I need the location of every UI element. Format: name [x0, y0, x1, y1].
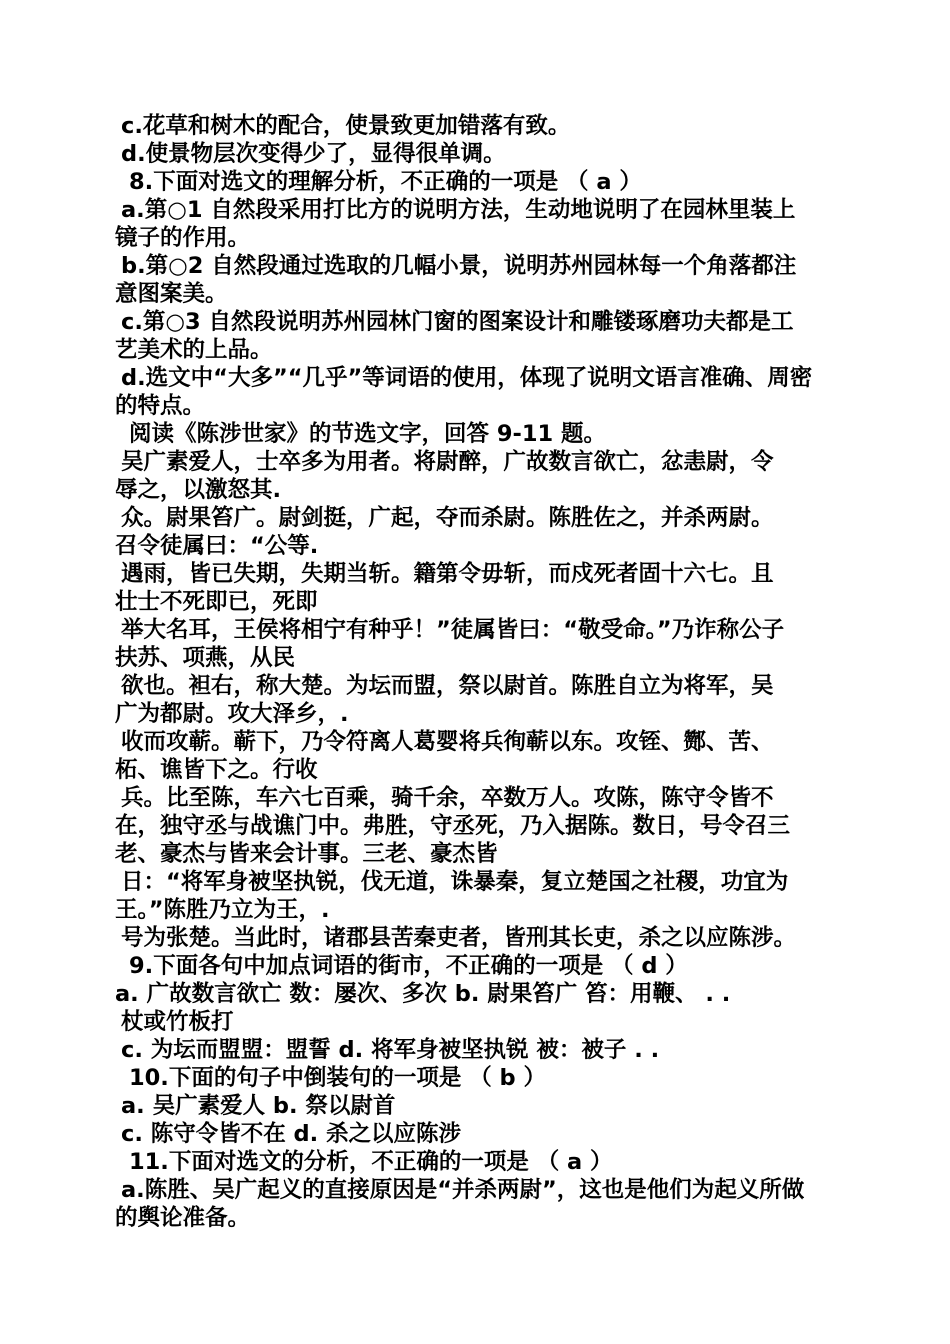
text-line: 的舆论准备。 [115, 1205, 251, 1231]
text-line: 9.下面各句中加点词语的街市，不正确的一项是 （ d ） [129, 953, 688, 979]
text-line: c.第○3 自然段说明苏州园林门窗的图案设计和雕镂琢磨功夫都是工 [121, 309, 794, 335]
text-line: 扶苏、项燕，从民 [115, 645, 296, 671]
text-line: 艺美术的上品。 [115, 337, 273, 363]
text-line: 众。尉果笞广。尉剑挺，广起，夺而杀尉。陈胜佐之，并杀两尉。 [121, 505, 774, 531]
text-line: b.第○2 自然段通过选取的几幅小景，说明苏州园林每一个角落都注 [121, 253, 797, 279]
text-line: c.花草和树木的配合，使景致更加错落有致。 [121, 113, 571, 139]
text-line: 辱之，以激怒其. [115, 477, 282, 503]
text-line: 王。”陈胜乃立为王，. [115, 897, 330, 923]
text-line: 广为都尉。攻大泽乡，. [115, 701, 349, 727]
text-line: d.选文中“大多”“几乎”等词语的使用，体现了说明文语言准确、周密 [121, 365, 813, 391]
text-line: 遇雨，皆已失期，失期当斩。籍第令毋斩，而戍死者固十六七。且 [121, 561, 774, 587]
text-line: 举大名耳，王侯将相宁有种乎！”徒属皆曰：“敬受命。”乃诈称公子 [121, 617, 785, 643]
text-line: a. 广故数言欲亡 数：屡次、多次 b. 尉果笞广 笞：用鞭、 . . [115, 981, 731, 1007]
text-line: 10.下面的句子中倒装句的一项是 （ b ） [129, 1065, 546, 1091]
text-line: 老、豪杰与皆来会计事。三老、豪杰皆 [115, 841, 498, 867]
text-line: 阅读《陈涉世家》的节选文字，回答 9-11 题。 [129, 421, 606, 447]
text-line: 吴广素爱人，士卒多为用者。将尉醉，广故数言欲亡，忿恚尉，令 [121, 449, 774, 475]
text-line: 8.下面对选文的理解分析，不正确的一项是 （ a ） [129, 169, 642, 195]
text-line: a.陈胜、吴广起义的直接原因是“并杀两尉”，这也是他们为起义所做 [121, 1177, 805, 1203]
text-line: 意图案美。 [115, 281, 228, 307]
text-line: 兵。比至陈，车六七百乘，骑千余，卒数万人。攻陈，陈守令皆不 [121, 785, 774, 811]
text-line: a. 吴广素爱人 b. 祭以尉首 [121, 1093, 396, 1119]
text-line: 号为张楚。当此时，诸郡县苦秦吏者，皆刑其长吏，杀之以应陈涉。 [121, 925, 797, 951]
text-line: c. 陈守令皆不在 d. 杀之以应陈涉 [121, 1121, 462, 1147]
text-line: 欲也。袒右，称大楚。为坛而盟，祭以尉首。陈胜自立为将军，吴 [121, 673, 774, 699]
text-line: 在，独守丞与战谯门中。弗胜，守丞死，乃入据陈。数日，号令召三 [115, 813, 791, 839]
text-line: 柘、谯皆下之。行收 [115, 757, 318, 783]
text-line: 日：“将军身被坚执锐，伐无道，诛暴秦，复立楚国之社稷，功宜为 [121, 869, 789, 895]
text-line: c. 为坛而盟盟：盟誓 d. 将军身被坚执锐 被：被子 . . [121, 1037, 660, 1063]
text-line: 杖或竹板打 [121, 1009, 234, 1035]
text-line: 镜子的作用。 [115, 225, 251, 251]
text-line: 收而攻蕲。蕲下，乃令符离人葛婴将兵徇蕲以东。攻铚、酂、苦、 [121, 729, 774, 755]
text-line: 的特点。 [115, 393, 206, 419]
text-line: 壮士不死即已，死即 [115, 589, 318, 615]
document-page [115, 112, 840, 1232]
text-line: a.第○1 自然段采用打比方的说明方法，生动地说明了在园林里装上 [121, 197, 796, 223]
text-line: 召令徒属曰：“公等. [115, 533, 319, 559]
text-line: d.使景物层次变得少了，显得很单调。 [121, 141, 506, 167]
text-line: 11.下面对选文的分析，不正确的一项是 （ a ） [129, 1149, 613, 1175]
